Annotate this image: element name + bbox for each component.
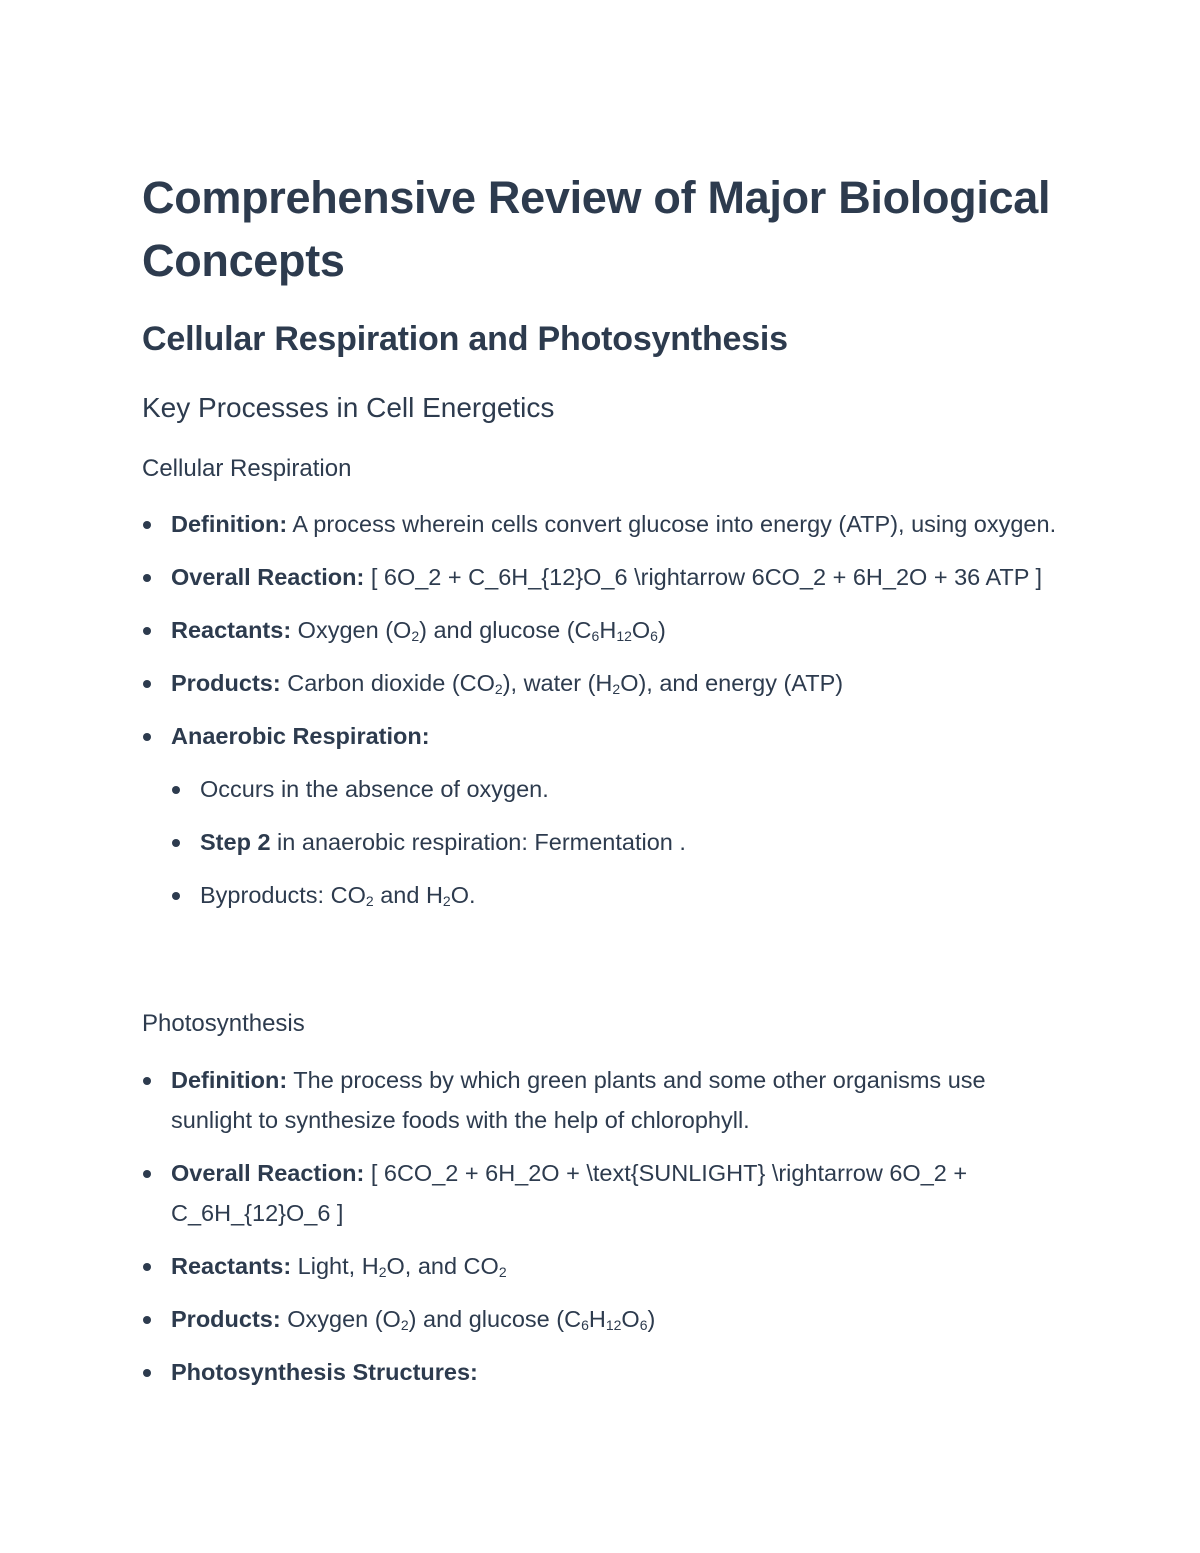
definition-label: Definition: [171,511,288,537]
step-2-label: Step 2 [200,829,271,855]
reactants-text-a: Oxygen (O [291,617,412,643]
subscript: 12 [605,1317,622,1333]
byproducts-text-c: O. [450,882,476,908]
sublist-item-absence-oxygen [171,769,1062,809]
definition-label: Definition: [171,1067,288,1093]
section-heading: Cellular Respiration and Photosynthesis [142,320,788,358]
list-item-photosynthesis-reaction [142,1153,1062,1233]
chem-h: H [599,617,617,643]
chem-o: O [631,617,651,643]
chem-o: O [621,1306,640,1332]
products-label: Products: [171,670,281,696]
list-item-respiration-products [142,663,1062,703]
reactants-text-c: ) [657,617,666,643]
products-text-a: Oxygen (O [280,1306,401,1332]
subscript: 2 [411,628,420,644]
step-2-text: in anaerobic respiration: Fermentation . [270,829,686,855]
products-text-a: Carbon dioxide (CO [280,670,495,696]
definition-text: A process wherein cells convert glucose into energy (ATP), using oxygen. [287,511,1057,537]
list-item-respiration-reaction [142,557,1062,597]
subscript: 2 [442,893,451,909]
anaerobic-label: Anaerobic Respiration: [171,723,430,749]
subscript: 6 [591,628,600,644]
list-item-photosynthesis-products [142,1299,1062,1339]
subscript: 2 [612,681,621,697]
list-item-respiration-definition [142,504,1062,544]
list-item-anaerobic-respiration [142,716,1062,915]
cellular-respiration-list [142,504,1062,928]
byproducts-text-a: Byproducts: CO [200,882,366,908]
products-text-c: ) [647,1306,656,1332]
reactants-label: Reactants: [171,1253,292,1279]
products-text-b: ) and glucose (C [408,1306,582,1332]
subsection-heading: Key Processes in Cell Energetics [142,392,555,423]
chem-h: H [588,1306,606,1332]
overall-reaction-text: [ 6CO_2 + 6H_2O + \text{SUNLIGHT} \rightarrow 6O_2 + C_6H_{12}O_6 ] [171,1160,968,1226]
subscript: 6 [650,628,658,644]
byproducts-text-b: and H [373,882,443,908]
sublist-item-step-2 [171,822,1062,862]
definition-text: The process by which green plants and some other organisms use sunlight to synthesize foods with the help of chlorophyll. [171,1067,986,1133]
reactants-text-b: O, and CO [386,1253,499,1279]
reactants-text-b: ) and glucose (C [419,617,592,643]
subscript: 6 [581,1317,589,1333]
list-item-photosynthesis-structures [142,1352,1062,1392]
subscript: 6 [639,1317,648,1333]
subscript: 2 [498,1264,507,1280]
subscript: 2 [365,893,374,909]
overall-reaction-text: [ 6O_2 + C_6H_{12}O_6 \rightarrow 6CO_2 + 6H_2O + 36 ATP ] [364,564,1043,590]
cellular-respiration-heading: Cellular Respiration [142,455,352,482]
list-item-respiration-reactants [142,610,1062,650]
subscript: 2 [400,1317,409,1333]
sublist-item-byproducts [171,875,1062,915]
subscript: 2 [494,681,503,697]
anaerobic-sublist [171,769,1062,915]
reactants-label: Reactants: [171,617,292,643]
photosynthesis-heading: Photosynthesis [142,1010,305,1037]
list-item-photosynthesis-definition [142,1060,1062,1140]
photosynthesis-list [142,1060,1062,1405]
list-item-photosynthesis-reactants [142,1246,1062,1286]
overall-reaction-label: Overall Reaction: [171,1160,365,1186]
overall-reaction-label: Overall Reaction: [171,564,365,590]
products-label: Products: [171,1306,281,1332]
document-title: Comprehensive Review of Major Biological Concepts [142,172,1051,286]
structures-label: Photosynthesis Structures: [171,1359,478,1385]
subscript: 2 [378,1264,387,1280]
products-text-c: O), and energy (ATP) [620,670,844,696]
subscript: 12 [616,628,632,644]
sublist-text: Occurs in the absence of oxygen. [200,776,549,802]
products-text-b: ), water (H [502,670,613,696]
reactants-text-a: Light, H [291,1253,379,1279]
